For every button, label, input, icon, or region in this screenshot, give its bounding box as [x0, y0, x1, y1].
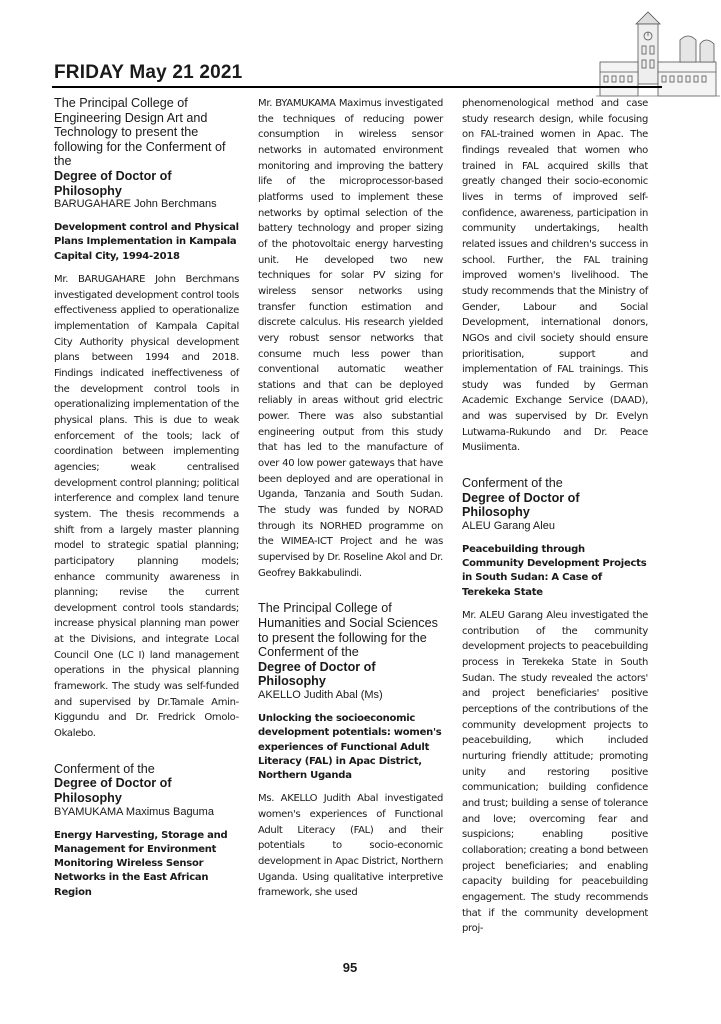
graduand-name: BYAMUKAMA Maximus Baguma: [54, 805, 214, 818]
college-heading: The Principal College of Humanities and Social Sciences to present the following for the Conferment of the: [258, 601, 438, 660]
degree-heading: Degree of Doctor of Philosophy: [54, 776, 172, 805]
thesis-abstract: Mr. BYAMUKAMA Maximus investigated the techniques of reducing power consumption in wireless sensor networks in automated environment monitoring and improving the battery life of the microprocessor-based platforms used to implement these networks by optimal selection of the battery technology and proper sizing of the photovoltaic energy harvesting unit. He developed two new techniques for solar PV sizing for wireless sensor networks using transfer function estimation and discrete calculus. His research yielded very robust sensor networks that consume much less power than conventional automatic weather stations and that can be deployed reliably in areas without grid electric power. There was also substantial engineering output from this study that has led to the manufacture of over 40 low power gateways that have been deployed and are operational in Uganda, Tanzania and South Sudan. The study was funded by NORAD through its NORHED programme on the WIMEA-ICT Project and he was supervised by Dr. Roseline Akol and Dr. Geofrey Bakkabulindi.: [258, 98, 443, 579]
college-heading: The Principal College of Engineering Design Art and Technology to present the following for the Conferment of the: [54, 96, 226, 169]
thesis-title: Peacebuilding through Community Development Projects in South Sudan: A Case of Terekeka State: [462, 543, 647, 598]
graduand-name: ALEU Garang Aleu: [462, 519, 555, 532]
graduand-name: BARUGAHARE John Berchmans: [54, 198, 217, 211]
thesis-abstract: Ms. AKELLO Judith Abal investigated women's experiences of Functional Adult Literacy (FAL) and their potentials to socio-economic development in Apac District, Northern Uganda. Using qualitative interpretive framework, she used: [258, 793, 443, 899]
page-number: 95: [342, 960, 358, 975]
thesis-abstract-continued: phenomenological method and case study research design, while focusing on FAL-trained women in Apac. The findings revealed that women who trained in FAL acquired skills that greatly changed their socio-economic lives in terms of improved self-confidence, awareness, participation in community undertakings, health related issues and children's success in school. Further, the FAL training improved women's livelihood. The study recommends that the Ministry of Gender, Labour and Social Development, international donors, NGOs and civil society should ensure prioritisation, support and implementation of FAL trainings. This study was funded by German Academic Exchange Service (DAAD), and was supervised by Dr. Evelyn Lutwama-Rukundo and Dr. Peace Musiimenta.: [462, 98, 648, 454]
thesis-title: Unlocking the socioeconomic development potentials: women's experiences of Functional Adult Literacy (FAL) in Apac District, Northern Uganda: [258, 712, 442, 782]
thesis-title: Energy Harvesting, Storage and Management for Environment Monitoring Wireless Sensor Networks in the East African Region: [54, 829, 228, 898]
degree-heading: Degree of Doctor of Philosophy: [258, 659, 376, 689]
graduand-name: AKELLO Judith Abal (Ms): [258, 688, 383, 701]
degree-heading: Degree of Doctor of Philosophy: [54, 168, 172, 198]
column-left: [54, 96, 239, 908]
university-tower-illustration: [596, 4, 720, 104]
conferment-heading: Conferment of the: [54, 761, 155, 776]
publication-date: FRIDAY May 21 2021: [54, 62, 243, 83]
degree-heading: Degree of Doctor of Philosophy: [462, 490, 580, 520]
conferment-heading: Conferment of the: [462, 476, 563, 491]
thesis-abstract: Mr. BARUGAHARE John Berchmans investigated development control tools effectiveness applied to operationalize implementation of Kampala Capital City Authority physical development plans between 1994 and 2018. Findings indicated ineffectiveness of the development control tools in operationalizing implementation of the physical plans. This is due to weak enforcement of the tools; lack of coordination between implementing agencies; weak centralised development control planning; political interference and complex land tenure system. The thesis recommends a shift from a largely master planning model to strategic spatial planning; participatory planning models; enhance community awareness in planning; revise the current development control tools standards; increase physical planning man power at the Divisions, and integrate Local Council One (LC I) land management operations in the physical planning framework. The study was self-funded and supervised by Dr.Tamale Amin-Kiggundu and Dr. Fredrick Omolo-Okalebo.: [54, 274, 239, 740]
header-rule: [52, 86, 662, 88]
thesis-abstract: Mr. ALEU Garang Aleu investigated the contribution of the community development projects to peacebuilding process in Terekeka State in South Sudan. The study revealed the actors' and project beneficiaries' positive perceptions of the contributions of the community development projects to peacebuilding, which included nurturing friendly attitude; promoting unity and restoring positive communication; building confidence and trust; building a sense of tolerance and love; overcoming fear and suspicions; enabling positive collaboration; creating a bond between project beneficiaries; and enabling capacity building for peacebuilding engagement. The study recommends that if the community development proj-: [462, 610, 648, 935]
column-right: [462, 96, 648, 937]
column-middle: [258, 96, 443, 901]
thesis-title: Development control and Physical Plans Implementation in Kampala Capital City, 1994-2018: [54, 222, 239, 262]
